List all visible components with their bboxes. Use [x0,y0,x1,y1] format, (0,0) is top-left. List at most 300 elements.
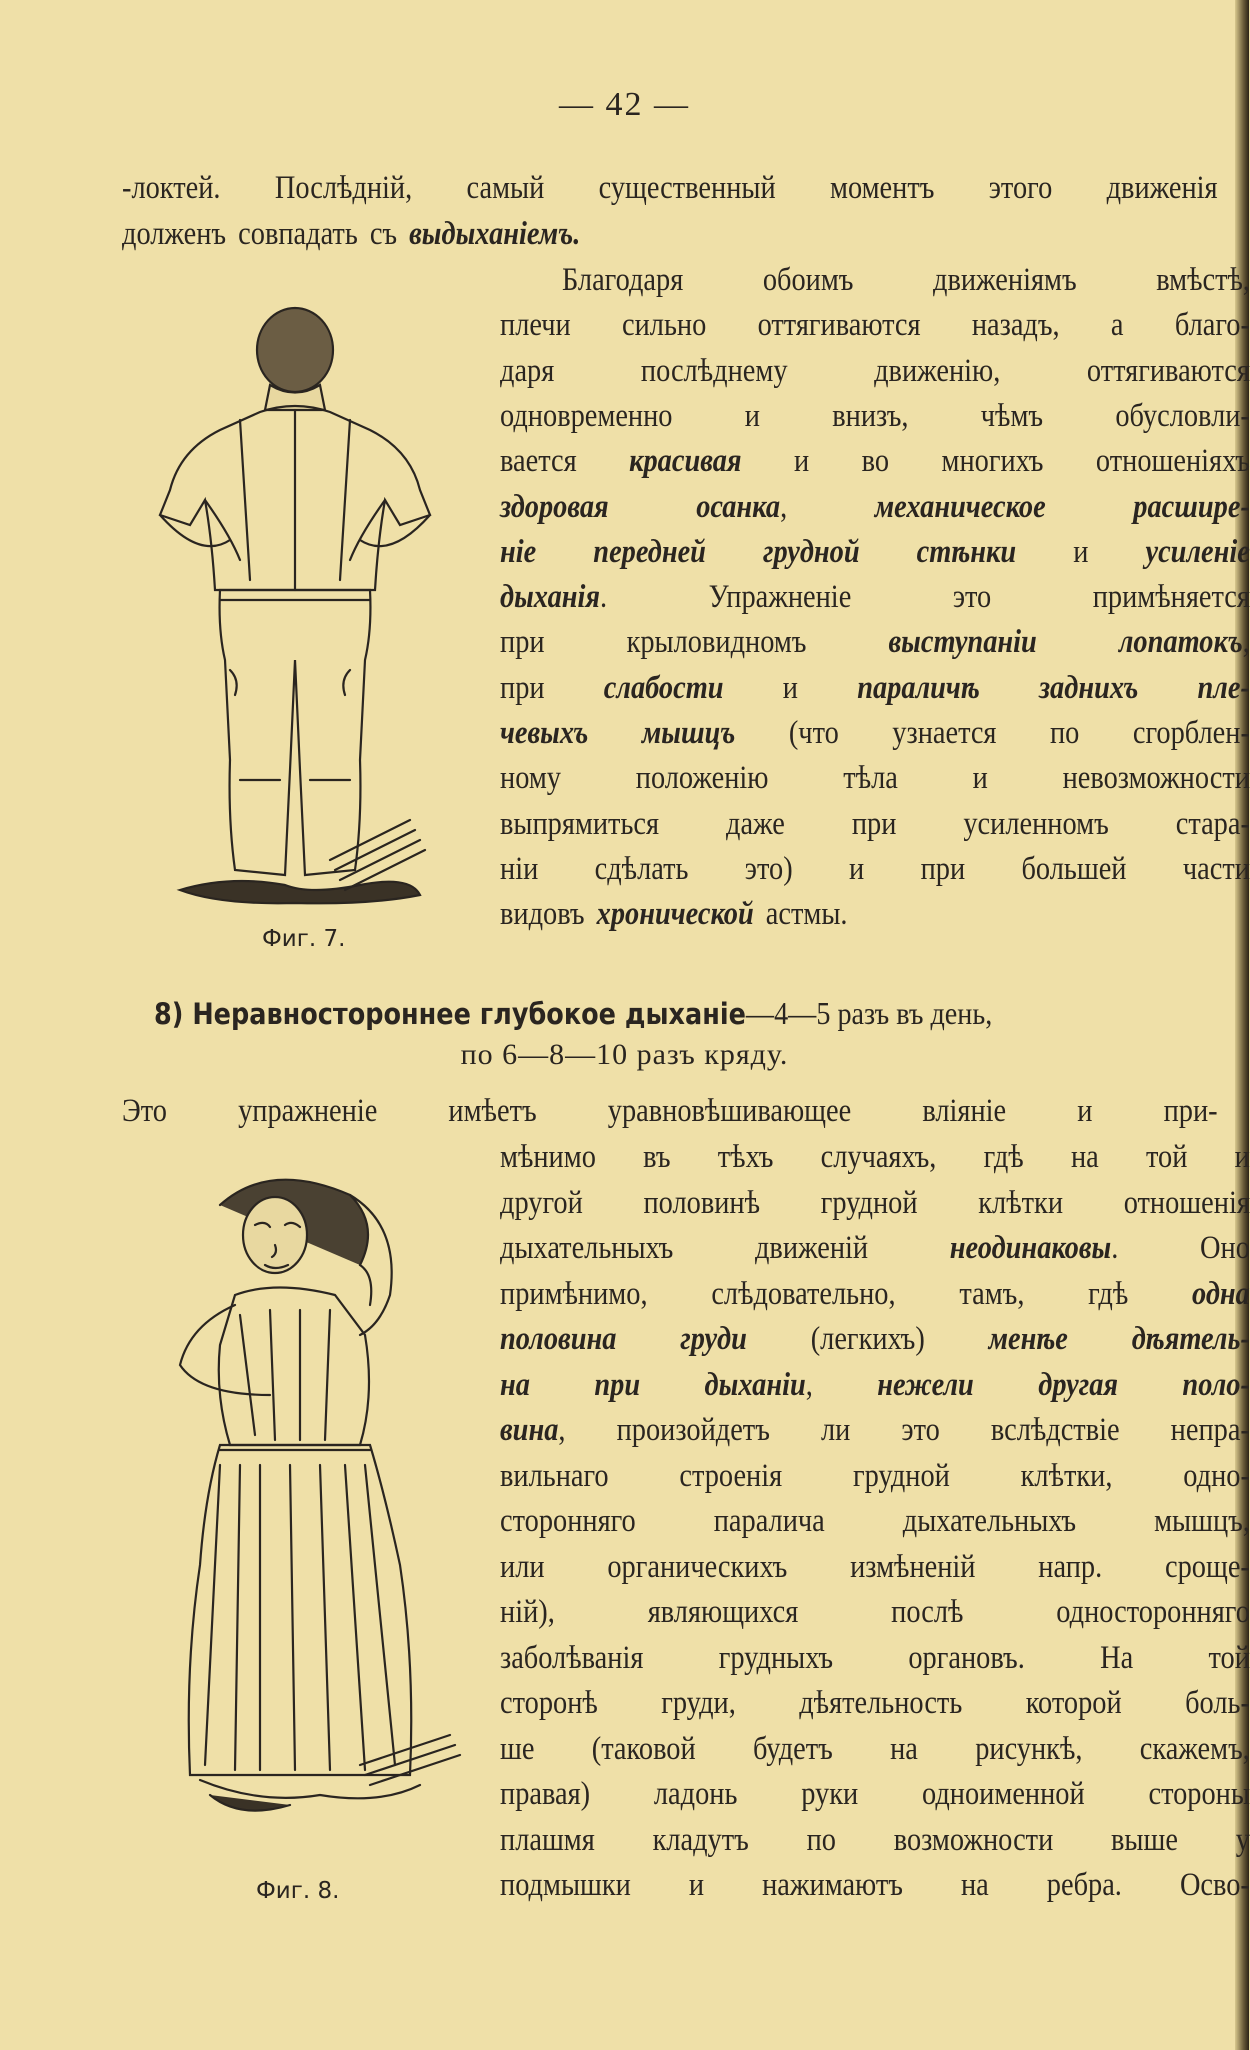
word: движенію, [874,352,1001,389]
word: напр. [1038,1548,1103,1585]
word: рисункѣ, [975,1730,1083,1767]
word: . [600,579,608,616]
word: руки [801,1776,859,1812]
word-group [500,1822,595,1859]
word: кладутъ [652,1821,749,1858]
word: это [952,579,992,616]
word: другой [500,1184,583,1221]
word: здоровая [500,488,609,525]
section-heading [154,995,1228,1032]
word-group [238,1093,377,1130]
word-group [961,1867,989,1904]
word-group [908,1640,1024,1677]
word-group [122,1093,167,1130]
word-group [1096,443,1250,480]
word-group [500,1458,609,1495]
word: половина [500,1321,617,1357]
word: при [500,669,545,706]
word: и [1077,1093,1093,1129]
word-group [922,1093,1006,1130]
word-group [1165,1549,1250,1586]
word: и [972,760,988,797]
word-group [500,670,545,707]
word: передней [593,533,706,570]
word-group [984,1139,1024,1176]
word: дыхательныхъ [500,1230,674,1266]
word-group [622,307,706,344]
text-line [500,1458,1250,1495]
text-line [500,398,1250,435]
text-line [500,307,1250,344]
text-line [500,1685,1250,1722]
word-group [991,1412,1120,1449]
word: одно- [1183,1457,1250,1494]
word: въ [643,1139,671,1175]
word-group [500,715,588,752]
word-group [1115,398,1250,435]
word: нажимаютъ [762,1867,903,1903]
text-line [500,715,1250,752]
word: невозможности [1062,760,1250,797]
word-group [641,353,788,390]
word-group [500,1185,583,1222]
word-group [1183,1458,1250,1495]
word-group [500,1230,673,1267]
word-group [500,307,571,344]
word: отношеніяхъ [1095,443,1250,480]
word-group [877,1367,974,1404]
text-line [500,670,1250,707]
word: случаяхъ, [820,1139,937,1175]
word: примѣняется [1092,579,1250,616]
word: пле- [1197,669,1250,706]
word: вина [500,1412,559,1448]
word-group [719,1640,833,1677]
word-group [500,1139,596,1176]
word: этого [988,170,1053,206]
word-group [1140,1731,1250,1768]
word: отношенія [1123,1184,1250,1221]
word-group [608,1093,851,1130]
word: съ [369,216,398,252]
word: одна [1192,1275,1250,1312]
word: одноименной [921,1776,1085,1812]
word: или [500,1548,545,1585]
word: гдѣ [1088,1275,1129,1312]
word: мышцъ, [1154,1503,1250,1539]
word: выпрямиться [500,805,660,842]
word-group [853,1458,950,1495]
word: по [1049,715,1080,751]
word-group [830,170,934,207]
section-frequency: —4—5 разъ въ день, [745,995,993,1031]
word: той [1145,1139,1188,1175]
word: самый [466,170,545,206]
word: стороны [1148,1776,1250,1812]
word: , [780,488,788,525]
word: выступаніи [888,624,1037,661]
word-group [653,1822,749,1859]
word: стара- [1175,805,1250,842]
word-group [680,1321,747,1358]
word: слабости [603,669,724,706]
word-group [989,1321,1068,1358]
word: при [851,805,897,842]
word: будетъ [752,1730,833,1767]
word: и [849,850,865,887]
word-group [978,1185,1063,1222]
text-line [500,353,1250,390]
word-group [592,1731,696,1768]
word-group [1183,851,1250,888]
word: непра- [1170,1412,1250,1448]
section-title: Неравностороннее глубокое дыханіе [192,997,746,1031]
word: строенія [679,1457,783,1494]
word-group [892,715,996,752]
word-group [370,216,397,253]
word: при [594,1366,641,1403]
word-group [1200,1230,1250,1267]
word-group [1192,1276,1250,1313]
word-group [850,1549,975,1586]
word: положенію [635,760,769,797]
word: грудной [763,533,860,570]
word: -локтей. [122,170,221,206]
word-group [821,1139,937,1176]
word: , [1242,624,1250,661]
word-group [595,851,689,888]
text-line [500,896,1250,933]
word: сторонѣ [500,1685,598,1721]
word: (легкихъ) [810,1321,925,1357]
word-group [705,1367,813,1404]
word-group [811,1321,925,1358]
word-group [1175,307,1250,344]
word: Это [122,1093,167,1129]
word: и [688,1867,705,1903]
word: тамъ, [959,1275,1025,1312]
word: крыловидномъ [626,624,807,661]
text-line [500,851,1250,888]
word-group [981,398,1043,435]
word-group [963,806,1108,843]
word: той [1208,1639,1250,1676]
word-group [1171,1412,1250,1449]
word-group [1145,534,1249,571]
word-group [1185,1685,1250,1722]
word: это) [744,850,793,887]
word: скажемъ, [1139,1730,1250,1767]
word: движенія [1106,170,1218,206]
word: поло- [1182,1366,1250,1403]
word: вслѣдствіе [990,1412,1120,1448]
word: мышцъ [641,715,736,751]
text-line [500,1139,1250,1176]
word-group [1182,1367,1249,1404]
text-line [500,1412,1250,1449]
word-group [849,851,864,888]
word: которой [1025,1685,1122,1721]
word: движеніямъ [933,262,1077,298]
word-group [1077,1093,1092,1130]
word: грудной [852,1457,950,1494]
word-group [799,1685,962,1722]
word-group [500,1503,636,1540]
text-line [500,624,1250,661]
word-group [711,1276,895,1313]
word-group [890,1731,918,1768]
word-group [1133,489,1250,526]
word: на [1070,1139,1099,1175]
word: вліяніе [922,1093,1007,1129]
word: органовъ. [908,1639,1025,1676]
word: неодинаковы [949,1230,1112,1266]
word-group [921,851,966,888]
word: усиленномъ [963,805,1109,842]
word-group [950,1230,1119,1267]
word: плашмя [500,1821,595,1858]
word-group [500,353,554,390]
word-group [500,851,538,888]
word: при [500,624,545,661]
word: другая [1038,1366,1119,1403]
word-group [1093,579,1250,616]
figure-7-illustration [120,300,470,920]
text-line [500,1822,1250,1859]
word: выдыханіемъ. [409,216,581,252]
section-number: 8) [154,997,184,1031]
word: ному [500,760,561,797]
word: ніе [500,533,537,570]
word: параличѣ [857,669,980,706]
word-group [1164,1093,1218,1130]
word-group [745,851,793,888]
word: чѣмъ [980,397,1044,434]
word-group [409,216,580,253]
word: ладонь [653,1776,738,1812]
word: . [1111,1230,1119,1266]
word: при [920,850,966,887]
word-group [901,1412,939,1449]
word: одновременно [500,397,673,434]
word: движеній [754,1230,869,1266]
word-group [696,489,787,526]
word: совпадать [238,216,358,252]
word: при- [1163,1093,1218,1129]
word: у [1235,1821,1250,1858]
word-group [654,1776,738,1813]
word: видовъ [500,896,585,933]
word-group [1087,353,1250,390]
word-group [1236,1822,1250,1859]
word-group [726,806,785,843]
word: боль- [1185,1685,1250,1721]
word: стѣнки [916,533,1017,570]
word-group [594,1367,640,1404]
word-group [607,1549,787,1586]
word: сроще- [1165,1548,1250,1585]
word: вается [500,443,577,480]
word-group [1026,1685,1122,1722]
word-group [1146,1139,1187,1176]
figure-8-illustration [160,1165,480,1845]
word-group [500,1276,648,1313]
word-group [852,806,897,843]
word: сторонняго [500,1503,636,1539]
word: оттягиваются [1086,352,1250,389]
word-group [1021,851,1126,888]
word-group [1156,262,1250,299]
word: вильнаго [500,1457,609,1494]
word: дѣятель- [1131,1321,1250,1357]
word-group [718,1139,774,1176]
word-group [972,307,1060,344]
word: на [500,1366,530,1403]
word-group [643,1139,670,1176]
word-group [763,262,854,299]
word-group [753,1731,833,1768]
word: Осво- [1179,1867,1250,1903]
word: благо- [1174,307,1250,344]
word-group [1124,1185,1250,1222]
word-group [888,624,1036,661]
word-group [593,534,706,571]
text-line [500,1367,1250,1404]
word-group [1235,1139,1250,1176]
word-group [599,170,776,207]
word-group [500,624,545,661]
text-line [500,1640,1250,1677]
word-group [766,896,848,933]
word-group [1107,170,1218,207]
word: по [806,1821,836,1858]
word-group [1047,1867,1122,1904]
word-group [238,216,358,253]
word: грудной [820,1184,918,1221]
word: мѣнимо [500,1139,596,1175]
word: клѣтки, [1020,1457,1113,1494]
word: слѣдовательно, [711,1275,896,1312]
word: а [1110,307,1124,344]
word-group [500,534,536,571]
word-group [500,1776,590,1813]
figure-7-caption: Фиг. 7. [262,926,346,952]
word: во [861,443,890,480]
word-group [973,760,988,797]
word-group [1198,670,1250,707]
text-line [562,262,1250,299]
word-group [758,307,921,344]
word: выше [1111,1821,1178,1858]
word: имѣетъ [448,1093,537,1129]
word-group [500,579,607,616]
text-line [500,1731,1250,1768]
word-group [122,216,226,253]
word-group [794,443,809,480]
word: красивая [629,443,742,480]
word-group [642,715,736,752]
text-line [500,579,1250,616]
word: хронической [596,896,754,933]
word: даже [726,805,785,842]
word: паралича [713,1503,825,1539]
word: дыхательныхъ [902,1503,1077,1539]
word-group [821,1185,918,1222]
word: многихъ [941,443,1044,480]
word: обусловли- [1115,397,1250,434]
word-group [755,1230,868,1267]
word: послѣднему [640,352,788,389]
word-group [500,1640,643,1677]
word: вмѣстѣ, [1156,262,1250,298]
word-group [942,443,1044,480]
word-group [1176,806,1250,843]
word-group [709,579,852,616]
word: большей [1021,850,1127,887]
word: лопатокъ [1118,624,1243,661]
word-group [1088,1276,1128,1313]
word: дыханіи [704,1366,806,1403]
word-group [922,1776,1085,1813]
word-group [1100,1640,1133,1677]
word: Упражненіе [708,579,852,616]
word-group [689,1867,704,1904]
word-group [975,1731,1082,1768]
text-line [122,1093,1218,1130]
word-group [1111,307,1124,344]
word-group [562,262,683,299]
word: ше [500,1730,535,1767]
word: груди, [661,1685,736,1721]
word-group [894,1822,1054,1859]
word-group [500,1867,631,1904]
word-group [617,1412,770,1449]
word: нежели [877,1366,974,1403]
word: возможности [893,1821,1054,1858]
word-group [832,398,908,435]
word: ли [820,1412,851,1448]
word: Оно [1200,1230,1250,1266]
word-group [500,1321,616,1358]
word-group [500,1594,555,1631]
word: подмышки [500,1867,631,1903]
word: тѣхъ [717,1139,774,1175]
word-group [933,262,1077,299]
word-group [500,398,672,435]
word: сгорблен- [1132,715,1250,751]
word-group [1039,670,1138,707]
word: сдѣлать [594,850,689,887]
word-group [661,1685,736,1722]
word: астмы. [765,896,848,933]
word-group [643,1185,760,1222]
word: назадъ, [971,307,1060,344]
word: менѣе [988,1321,1068,1357]
word-group [1119,624,1250,661]
word: заболѣванія [500,1639,644,1676]
word-group [500,1549,545,1586]
word: дѣятельность [799,1685,963,1721]
word-group [500,806,659,843]
word-group [1148,1776,1249,1813]
word-group [1038,1549,1102,1586]
word: (что [788,715,839,751]
text-line [500,1549,1250,1586]
word-group [1111,1822,1178,1859]
text-line [500,1594,1250,1631]
word-group [500,760,561,797]
text-line [500,1867,1250,1904]
